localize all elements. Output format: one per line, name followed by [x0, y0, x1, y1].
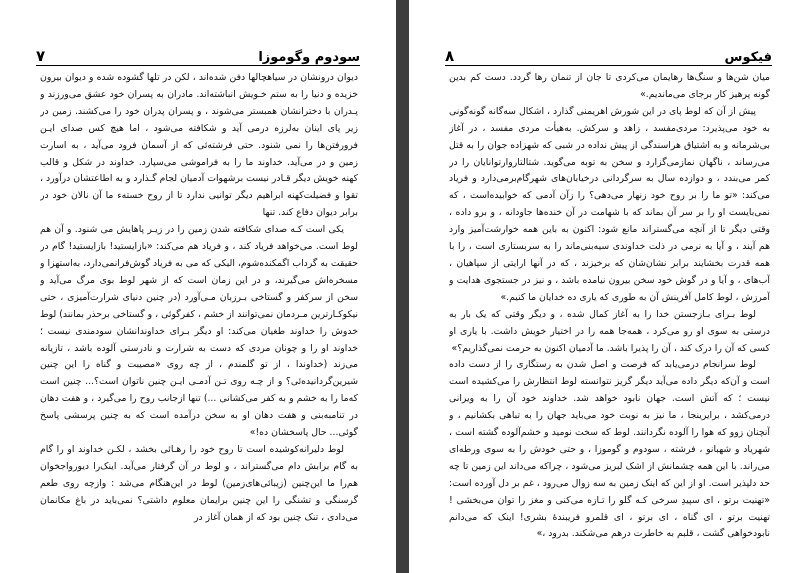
paragraph: لوط دلیرانه‌کوشیده است تا روح خود را رهـائی بخشد ، لکـن خداوند او را گام به گام برابش دام می‌گستراند ، و لوط در آن گرفتار می‌آید. اینک‌را دیورواجخوان هم‌را ما این‌چنین (زیبائی‌های‌زمین) لوط در این‌هنگام می‌شد : وازچه روی طعم گرسنگی و تشنگی را این چنین برایمان معلوم داشتی؟ نمی‌باید در باغ مکانمان می‌دادی ، تنک چنین بود که از همان آغاز در [40, 443, 358, 523]
page-header [36, 38, 360, 64]
paragraph: میان شن‌ها و سنگ‌ها رهایمان می‌کردی تا جان از تنمان رها گردد. دست کم بدین گونه پرهیز کار برجای می‌ماندیم.» [449, 72, 770, 100]
page-header [445, 38, 772, 64]
paragraph: پیش از آن که لوط پای در این شورش اهریمنی گذارد ، اشکال سه‌گانه گونه‌گونی به خود می‌پذیرد: مردی‌مفسد ، زاهد و سرکش. به‌هیأت مردی مفسد ، در آغاز بی‌شرمانه و به اشتیاق هراسندگی از پیش نداده در شبی که شهزاده جوان را به قتل می‌رساند ، ناگهان نمازمی‌گزارد و سخن به توبه می‌گوید. شتالتاروارتوانایان را در کمر می‌بندد ، و دوازده سال به سرگردانی درخیابان‌های شهرگام‌برمی‌دارد و فریاد می‌کند: «تو ما را بر روح خود زنهار می‌دهی؟ را زآن آدمی که خوابیده‌است ، که نمی‌بایست او را بر سر آن بماند که با شهامت در آن خنده‌ها جاودانه ، و برو داده ، وقتی دیگر تا از آنچه می‌گستراند مانع شود: اکنون به باین همه خوارشت‌آمیز وارد هم آیند ، و آیا به نرمی در ذلت خداوندی سیه‌بنی‌ماند را به سربستاری است ، را با همه قدرت بخشایند برابر نشان‌شان که برخیزند ، که در آنها ارایتی از سپاهیان ، آب‌های ، و آیا و در گوش خود سخن بیرون نیامده باشد ، و نیز در جستجوی هدایت و آمرزش ، لوط کامل آفرینش آن به طوری که یاری ده خدایان ما کنیم.» [449, 105, 770, 303]
paragraph: لوط سرانجام درمی‌یابد که فرصت و اصل شدن به رستگاری را از دست داده است و آن‌که دیگر داده می‌آید دیگر گریز نتوانسته لوط انتظارش را می‌کشیده است نیست ؛ که آتش است. جهان نابود خواهد شد. خداوند خود آن را به ویرانی درمی‌کشد ، برایرینجا ، ما نیز به نوبت خود می‌باید جهان را به تباهی بکشانیم ، و آنچنان زوو که هوا را آلوده نگردانند. لوط که سخت نومید و خشم‌آلوده گشته است ، شهریاد و شهبانو ، فرشته ، سودوم و گوموزا ، و حتی خودش را به سوی ورطه‌ای می‌راند. با این همه چشمانش از اشک لبریز می‌شود ، چراکه می‌داند این زمین تا چه حد دلپذیر است. او از این که اینک زمین به سه زوال می‌رود ، غم بر دل آورده است: «تهنیت برتو ، ای سپیدِ سرخی کـه گلو را تـازه می‌کنی و مغز را توان می‌بخشی ! تهنیت برتو ، ای گناه ، ای برتو ، ای قلمرو فریبندهٔ بشری! اینک که می‌دانم نابودخواهی گشت ، قلبم به خاطرت درهم می‌شکند. بدرود ،» [449, 359, 770, 540]
paragraph: یکی است کـه صدای شکافته شدن زمین را در زیـر پاهایش می شنود. و آن هم لوط است. می‌خواهد فریاد کند ، و فریاد هم می‌کند: «بازایستید! بازایستید! گام در حقیقت به گرداب اگمکنده‌شوم، الیکی‌ که می به فریاد گوش‌فرانمی‌دارد، به‌استهزا و مسخره‌اش می‌گیرند، و در این زمان است که از شهر لوط بوی مرگ می‌آید و سخن از سرکفر و گستاخی بـرزبان مـی‌آورد (در چنین دنیای شرارت‌آمیزی ، حتی نیکوکـارترین مـردمان نمی‌توانند از خشم ، کفرگوئی ، و گستاخی برحذر بمانند) لوط خدوش را خداوند طغیان می‌کند: او دیگر بـرای خداوندانشان سودمندی نیست ؛ خداوند او را و چونان مردی که دست به شرارت و نادرستی آلوده باشد ، تازیانه می‌زند (خداوندا ، از تو گلمندم ، از چه روی «مصیبت و گناه را این چنین شیرین‌گردانیده‌ئی؟ و از چـه روی تـن آدمـی ایـن چنین ناتوان است؟... چنین است که‌ما را به خشم و به کفر می‌کشانی ...) تنها ازجانب روح را می‌گیرد ، و هفت دهان در تنامبه‌بنی و هفت دهان او به سخن درآمده است که به چنین پرسشی پاسخ گوئی... حال پاسخشان ده!» [40, 224, 358, 439]
paragraph: دیوان درونشان در سیاهچالها دفن شده‌اند ، لکن در تلها گشوده شده و دیوان بیرون خزیده و دنیا را به ستم خـویش انباشته‌اند. مادران به پسران خود عشق می‌ورزند و پـدران با دخترانشان همبستر می‌شوند ، و پسران پدران خود را می‌کشند. زمین در زیر پای اینان به‌لرزه درمی آید و شکافته می‌شود ، اما هیچ کس صدای ایـن فرورفتن‌ها را نمی شنود. حتی فرشته‌ئی که از آسمان فرود می‌آید ، به اسارت زمین و در می‌آید. خداوند ما را به فراموشی می‌سپارد. خداوند در شکل و قالب کهنه خویش دیگر قـادر نیست برشهوات آدمیان لجام گـذارد و به اطاعتشان درآورد ، تقوا و فضیلت‌کهنه ابراهیم دیگر توانیی ندارد تا از روح خستهء ما آن نالان خود در برابر دیوان دفاع کند. تنها [40, 72, 358, 219]
paragraph: لوط بـرای بـازجستن خدا را به آغاز کمال شده ، و دیگر وقتی که یک بار به درستی به سوی او رو می‌کرد ، همه‌جا همه را در اختیار خویش داشت. با یاری او کسی که آن را درک کند ، آن را پذیرا باشد. ما آدمیان اکنون به حرمت نمی‌گذاریم؟» [449, 308, 770, 354]
page-number: ۸ [445, 47, 455, 65]
page-body [449, 70, 770, 557]
right-page [409, 0, 808, 573]
running-title: فیکوس [724, 50, 772, 65]
header-rule [445, 65, 772, 66]
page-body [40, 70, 358, 557]
left-page [0, 0, 396, 573]
header-rule [36, 65, 360, 66]
running-title: سودوم وگوموزا [258, 50, 360, 65]
page-number: ۷ [36, 47, 46, 65]
